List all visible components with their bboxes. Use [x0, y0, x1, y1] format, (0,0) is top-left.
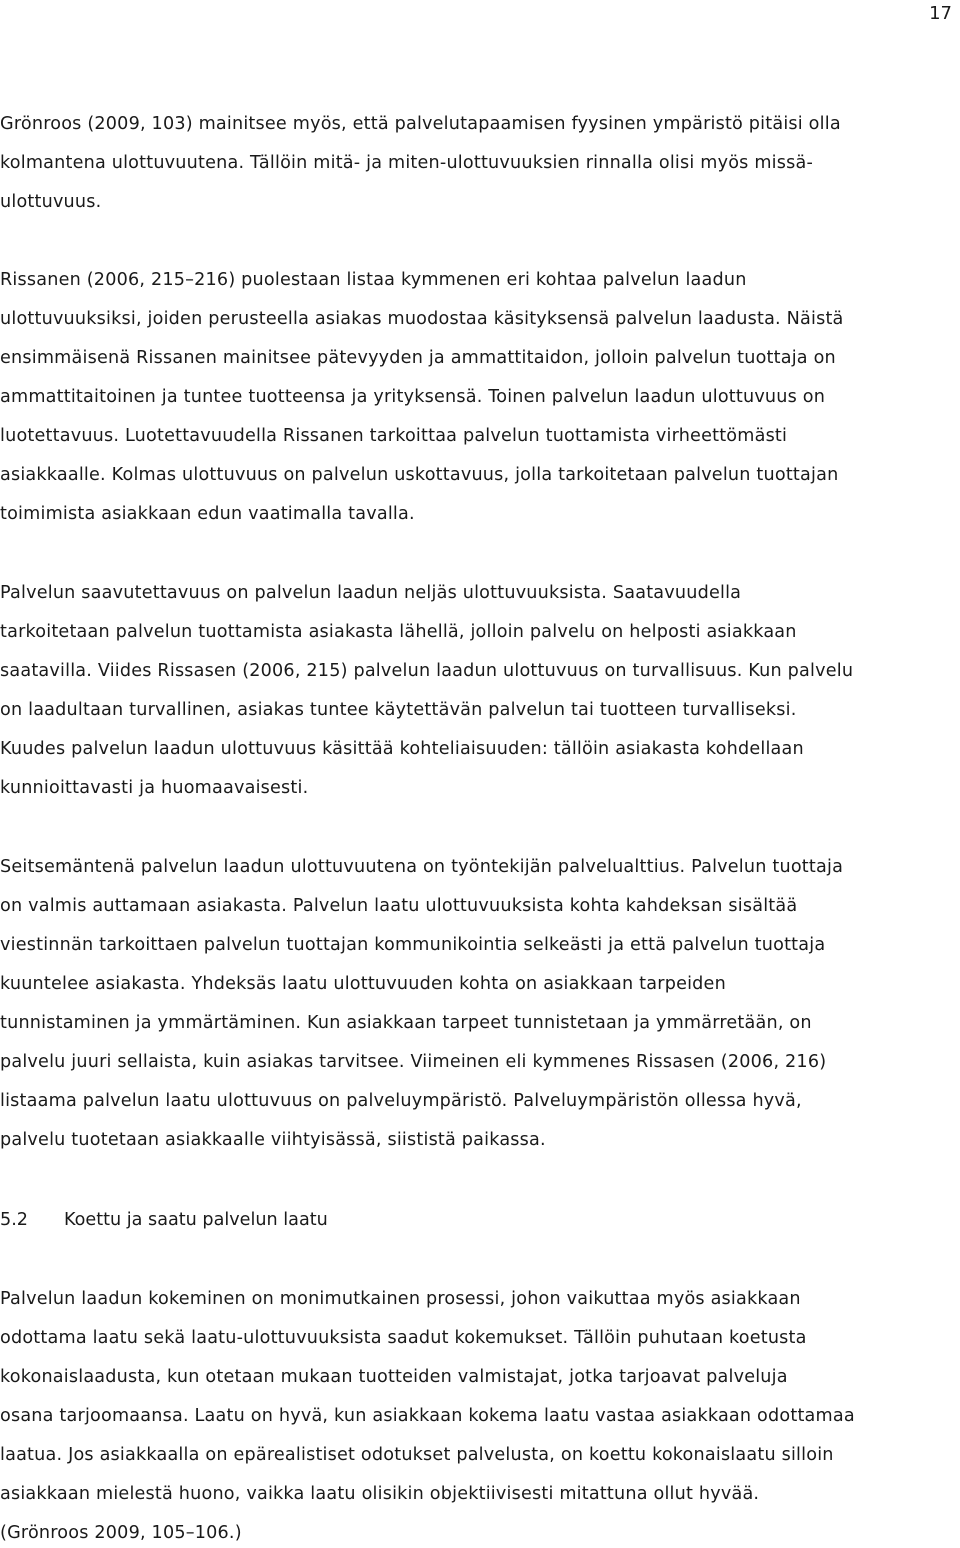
text-line: viestinnän tarkoittaen palvelun tuottajan kommunikointia selkeästi ja että palvelun tuottaja	[0, 935, 826, 955]
text-line: osana tarjoomaansa. Laatu on hyvä, kun asiakkaan kokema laatu vastaa asiakkaan odottamaa	[0, 1406, 855, 1426]
text-line: Kuudes palvelun laadun ulottuvuus käsittää kohteliaisuuden: tällöin asiakasta kohdellaan	[0, 739, 804, 759]
text-line: asiakkaan mielestä huono, vaikka laatu olisikin objektiivisesti mitattuna ollut hyvää.	[0, 1484, 760, 1504]
page-number: 17	[929, 3, 952, 24]
text-line: Grönroos (2009, 103) mainitsee myös, että palvelutapaamisen fyysinen ympäristö pitäisi olla	[0, 114, 841, 134]
text-line: odottama laatu sekä laatu-ulottuvuuksista saadut kokemukset. Tällöin puhutaan koetusta	[0, 1328, 807, 1348]
text-line: toimimista asiakkaan edun vaatimalla tavalla.	[0, 504, 415, 524]
text-line: asiakkaalle. Kolmas ulottuvuus on palvelun uskottavuus, jolla tarkoitetaan palvelun tuottajan	[0, 465, 839, 485]
section-title: Koettu ja saatu palvelun laatu	[64, 1210, 328, 1230]
text-line: ulottuvuuksiksi, joiden perusteella asiakas muodostaa käsityksensä palvelun laadusta. Näistä	[0, 309, 844, 329]
text-line: saatavilla. Viides Rissasen (2006, 215) palvelun laadun ulottuvuus on turvallisuus. Kun palvelu	[0, 661, 854, 681]
text-line: luotettavuus. Luotettavuudella Rissanen tarkoittaa palvelun tuottamista virheettömästi	[0, 426, 788, 446]
text-line: kunnioittavasti ja huomaavaisesti.	[0, 778, 309, 798]
text-line: laatua. Jos asiakkaalla on epärealistiset odotukset palvelusta, on koettu kokonaislaatu silloin	[0, 1445, 834, 1465]
text-line: ammattitaitoinen ja tuntee tuotteensa ja yrityksensä. Toinen palvelun laadun ulottuvuus on	[0, 387, 826, 407]
text-line: Rissanen (2006, 215–216) puolestaan listaa kymmenen eri kohtaa palvelun laadun	[0, 270, 747, 290]
text-line: ensimmäisenä Rissanen mainitsee pätevyyden ja ammattitaidon, jolloin palvelun tuottaja on	[0, 348, 836, 368]
text-line: kuuntelee asiakasta. Yhdeksäs laatu ulottuvuuden kohta on asiakkaan tarpeiden	[0, 974, 726, 994]
text-line: on valmis auttamaan asiakasta. Palvelun laatu ulottuvuuksista kohta kahdeksan sisältää	[0, 896, 798, 916]
text-line: kokonaislaadusta, kun otetaan mukaan tuotteiden valmistajat, jotka tarjoavat palveluja	[0, 1367, 788, 1387]
text-line: (Grönroos 2009, 105–106.)	[0, 1523, 242, 1543]
section-number: 5.2	[0, 1210, 28, 1230]
text-line: on laadultaan turvallinen, asiakas tuntee käytettävän palvelun tai tuotteen turvalliseksi.	[0, 700, 797, 720]
text-line: Palvelun saavutettavuus on palvelun laadun neljäs ulottuvuuksista. Saatavuudella	[0, 583, 742, 603]
text-line: tunnistaminen ja ymmärtäminen. Kun asiakkaan tarpeet tunnistetaan ja ymmärretään, on	[0, 1013, 812, 1033]
text-line: Palvelun laadun kokeminen on monimutkainen prosessi, johon vaikuttaa myös asiakkaan	[0, 1289, 801, 1309]
text-line: kolmantena ulottuvuutena. Tällöin mitä- ja miten-ulottuvuuksien rinnalla olisi myös missä-	[0, 153, 814, 173]
text-line: palvelu tuotetaan asiakkaalle viihtyisässä, siististä paikassa.	[0, 1130, 546, 1150]
text-line: listaama palvelun laatu ulottuvuus on palveluympäristö. Palveluympäristön ollessa hyvä,	[0, 1091, 802, 1111]
text-line: tarkoitetaan palvelun tuottamista asiakasta lähellä, jolloin palvelu on helposti asiakkaan	[0, 622, 797, 642]
text-line: palvelu juuri sellaista, kuin asiakas tarvitsee. Viimeinen eli kymmenes Rissasen (2006, 216)	[0, 1052, 827, 1072]
text-line: ulottuvuus.	[0, 192, 102, 212]
text-line: Seitsemäntenä palvelun laadun ulottuvuutena on työntekijän palvelualttius. Palvelun tuottaja	[0, 857, 844, 877]
